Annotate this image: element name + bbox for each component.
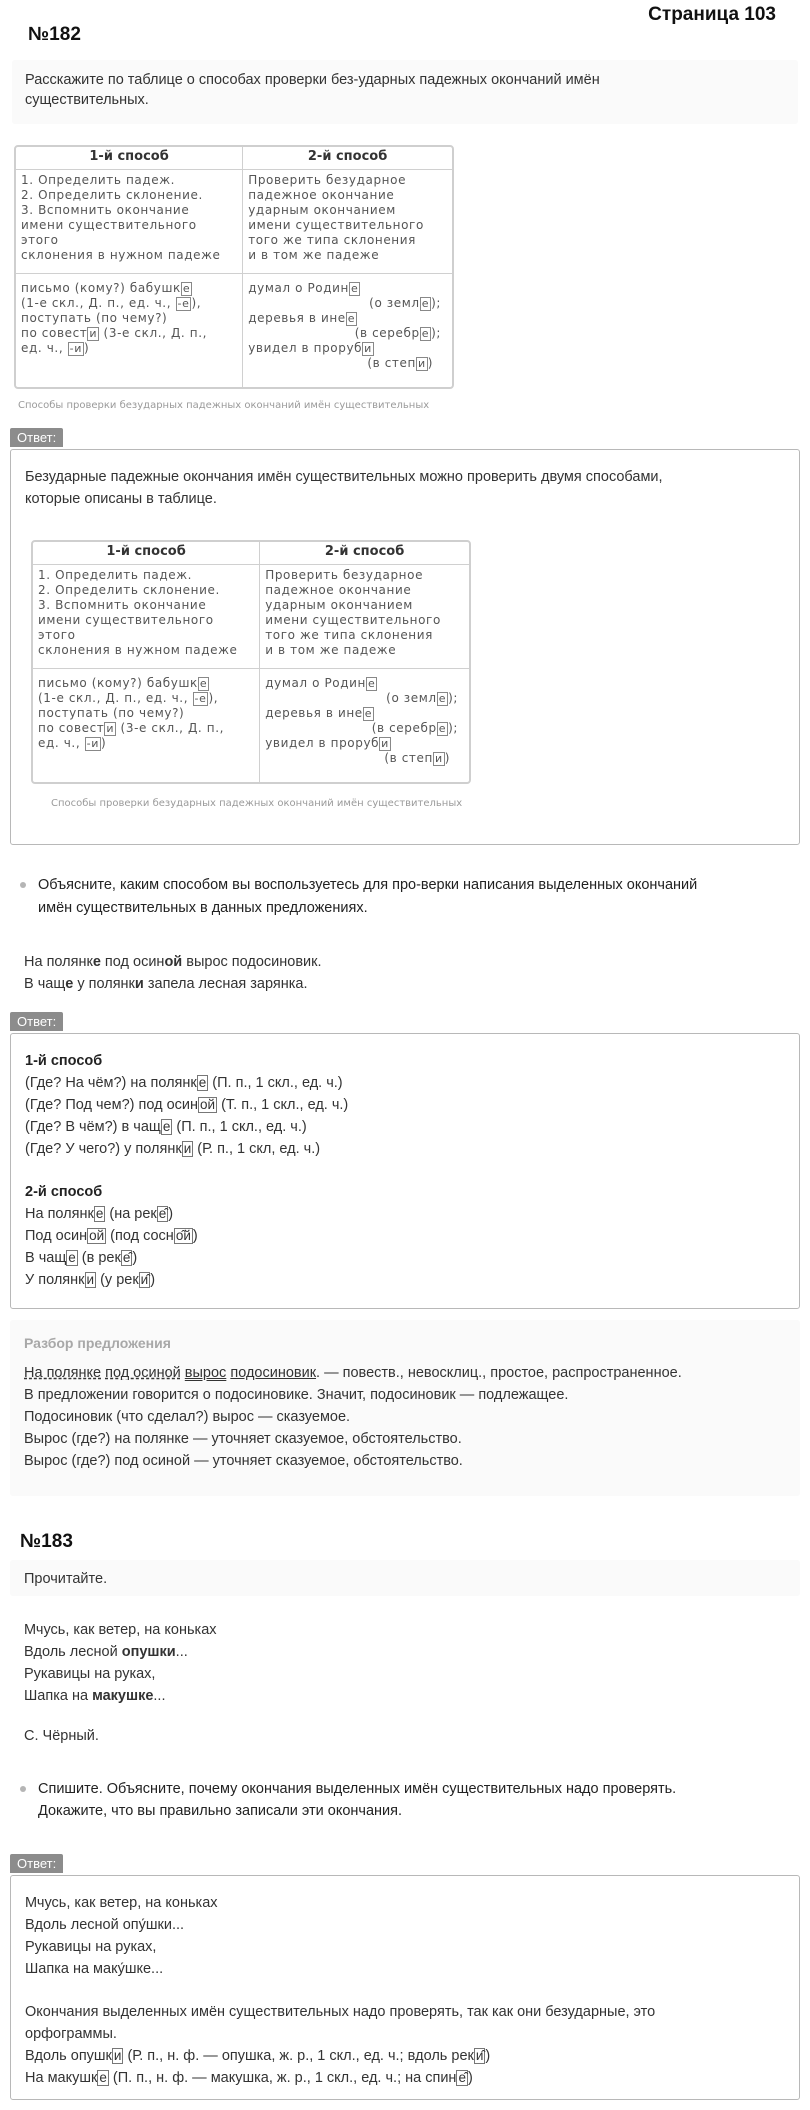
table-cell: письмо (кому?) бабушк е (1-е скл., Д. п., ед. ч., -е ), поступать (по чему?) по совест и (3-е скл., Д. п., ед. ч., -и ) (16, 273, 243, 387)
parse-line: В предложении говорится о подосиновике. Значит, подосиновик — подлежащее. (24, 1387, 569, 1403)
parse-line: Подосиновик (что сделал?) вырос — сказуемое. (24, 1409, 351, 1425)
answer-line: (Где? В чём?) в чащ е (П. п., 1 скл., ед. ч.) (25, 1119, 307, 1135)
answer-line: (Где? У чего?) у полянк и (Р. п., 1 скл, ед. ч.) (25, 1141, 321, 1157)
methods-table-figure (31, 540, 471, 784)
answer-tag: Ответ: (10, 1012, 63, 1031)
prompt-line: существительных. (25, 92, 149, 108)
table-header: 2-й способ (260, 542, 469, 564)
answer-line: На полянк е (на рек е̂ ) (25, 1206, 174, 1222)
page-label: Страница 103 (648, 4, 776, 25)
table-header: 1-й способ (16, 147, 243, 169)
answer-tag: Ответ: (10, 1854, 63, 1873)
parse-title: Разбор предложения (24, 1335, 171, 1351)
prompt-line: Прочитайте. (24, 1571, 108, 1587)
table-cell: Проверить безударное падежное окончание ударным окончанием имени существительного того же типа склонения и в том же падеже (243, 169, 452, 273)
poem-line: Мчусь, как ветер, на коньках (24, 1622, 217, 1638)
answer-line: В чащ е (в рек е̂ ) (25, 1250, 138, 1266)
table-cell: письмо (кому?) бабушк е (1-е скл., Д. п., ед. ч., -е ), поступать (по чему?) по совест и (3-е скл., Д. п., ед. ч., -и ) (33, 668, 260, 782)
answer-line: Мчусь, как ветер, на коньках (25, 1895, 218, 1911)
sentence-parse-box (10, 1320, 800, 1496)
answer-line: Безударные падежные окончания имён существительных можно проверить двумя способами, (25, 469, 663, 485)
answer-tag: Ответ: (10, 428, 63, 447)
table-cell: Проверить безударное падежное окончание ударным окончанием имени существительного того же типа склонения и в том же падеже (260, 564, 469, 668)
sentence-2: В чаще у полянки запела лесная зарянка. (24, 976, 308, 992)
answer-line: У полянк и (у рек и̂ ) (25, 1272, 156, 1288)
prompt-line: Расскажите по таблице о способах проверки без-ударных падежных окончаний имён (25, 72, 600, 88)
sentence-1: На полянке под осиной вырос подосиновик. (24, 954, 322, 970)
figure-caption: Способы проверки безударных падежных окончаний имён существительных (51, 798, 463, 809)
answer-line: орфограммы. (25, 2026, 117, 2042)
poem-line: Рукавицы на руках, (24, 1666, 156, 1682)
task-number-183: №183 (20, 1531, 73, 1552)
answer-line: Вдоль лесной опу́шки... (25, 1917, 185, 1933)
parse-line: На полянке под осиной вырос подосиновик. — повеств., невосклиц., простое, распространенное. (24, 1365, 682, 1381)
answer-box (10, 1033, 800, 1309)
task-number-182: №182 (28, 24, 81, 45)
bullet-line: имён существительных в данных предложениях. (38, 900, 368, 916)
table-header: 1-й способ (33, 542, 260, 564)
answer-line: (Где? Под чем?) под осин ой (Т. п., 1 скл., ед. ч.) (25, 1097, 349, 1113)
answer-line: Окончания выделенных имён существительных надо проверять, так как они безударные, это (25, 2004, 656, 2020)
bullet-icon (20, 1786, 26, 1792)
methods-table-figure (14, 145, 454, 389)
bullet-icon (20, 882, 26, 888)
answer-box (10, 449, 800, 845)
table-cell: 1. Определить падеж. 2. Определить склонение. 3. Вспомнить окончание имени существительного этого склонения в нужном падеже (16, 169, 243, 273)
way-2-title: 2-й способ (25, 1184, 103, 1200)
task-prompt-box (10, 1560, 800, 1596)
poem-line: Шапка на макушке... (24, 1688, 166, 1704)
answer-line: Рукавицы на руках, (25, 1939, 157, 1955)
poem-author: С. Чёрный. (24, 1728, 99, 1744)
bullet-line: Докажите, что вы правильно записали эти окончания. (38, 1803, 403, 1819)
answer-box (10, 1875, 800, 2100)
poem-line: Вдоль лесной опушки... (24, 1644, 188, 1660)
answer-line: которые описаны в таблице. (25, 491, 217, 507)
table-cell: 1. Определить падеж. 2. Определить склонение. 3. Вспомнить окончание имени существительного этого склонения в нужном падеже (33, 564, 260, 668)
bullet-line: Объясните, каким способом вы воспользуетесь для про-верки написания выделенных окончаний (38, 877, 698, 893)
answer-line: Под осин ой (под сосн о̂й ) (25, 1228, 198, 1244)
table-cell: думал о Родин е (о земл е ); деревья в ине е (в серебр е ); увидел в проруб и (в степ и ) (265, 675, 458, 765)
parse-line: Вырос (где?) под осиной — уточняет сказуемое, обстоятельство. (24, 1453, 463, 1469)
table-header: 2-й способ (243, 147, 452, 169)
answer-line: На макушк е (П. п., н. ф. — макушка, ж. р., 1 скл., ед. ч.; на спин е̂ ) (25, 2070, 473, 2086)
parse-line: Вырос (где?) на полянке — уточняет сказуемое, обстоятельство. (24, 1431, 462, 1447)
answer-line: Шапка на маку́шке... (25, 1961, 164, 1977)
answer-line: Вдоль опушк и (Р. п., н. ф. — опушка, ж. р., 1 скл., ед. ч.; вдоль рек и̂ ) (25, 2048, 491, 2064)
bullet-line: Спишите. Объясните, почему окончания выделенных имён существительных надо проверять. (38, 1781, 677, 1797)
answer-line: (Где? На чём?) на полянк е (П. п., 1 скл., ед. ч.) (25, 1075, 343, 1091)
task-prompt-box (12, 60, 798, 124)
way-1-title: 1-й способ (25, 1053, 103, 1069)
figure-caption: Способы проверки безударных падежных окончаний имён существительных (18, 400, 430, 411)
table-cell: думал о Родин е (о земл е ); деревья в ине е (в серебр е ); увидел в проруб и (в степ и ) (248, 280, 441, 370)
